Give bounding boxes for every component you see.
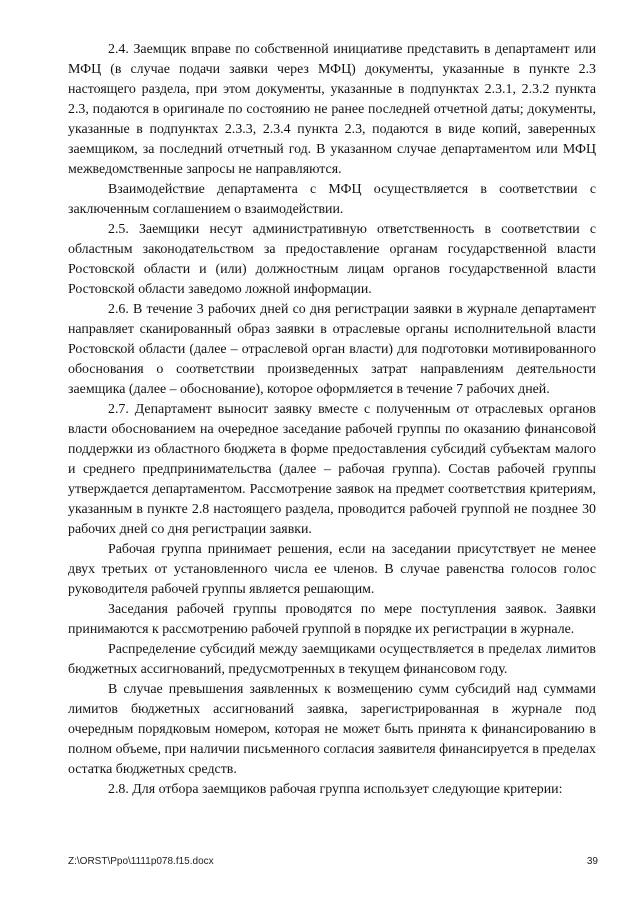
paragraph-2-4: 2.4. Заемщик вправе по собственной инициативе представить в департамент или МФЦ (в случае подачи заявки через МФЦ) документы, указанные в пункте 2.3 настоящего раздела, при этом документы, указанные в подпунктах 2.3.1, 2.3.2 пункта 2.3, подаются в оригинале по состоянию не ранее последней отчетной даты; документы, указанные в подпунктах 2.3.3, 2.3.4 пункта 2.3, подаются в виде копий, заверенных заемщиком, за последний отчетный год. В указанном случае департаментом или МФЦ межведомственные запросы не направляются. <box>68 42 596 177</box>
paragraph-limit-excess: В случае превышения заявленных к возмещению сумм субсидий над суммами лимитов бюджетных ассигнований заявка, зарегистрированная в журнале под очередным порядковым номером, которая не может быть принята к финансированию в полном объеме, при наличии письменного согласия заявителя финансируется в пределах остатка бюджетных средств. <box>68 682 596 777</box>
paragraph-mfc-interaction: Взаимодействие департамента с МФЦ осуществляется в соответствии с заключенным соглашением о взаимодействии. <box>68 182 596 217</box>
paragraph-2-5: 2.5. Заемщики несут административную ответственность в соответствии с областным законодательством за предоставление органам государственной власти Ростовской области и (или) должностным лицам органов государственной власти Ростовской области заведомо ложной информации. <box>68 222 596 297</box>
document-body <box>68 40 596 800</box>
paragraph-2-8: 2.8. Для отбора заемщиков рабочая группа использует следующие критерии: <box>108 782 563 797</box>
footer-file-path: Z:\ORST\Ppo\1111p078.f15.docx <box>68 856 214 867</box>
paragraph-2-7: 2.7. Департамент выносит заявку вместе с полученным от отраслевых органов власти обоснованием на очередное заседание рабочей группы по оказанию финансовой поддержки из областного бюджета в форме предоставления субсидий субъектам малого и среднего предпринимательства (далее – рабочая группа). Состав рабочей группы утверждается департаментом. Рассмотрение заявок на предмет соответствия критериям, указанным в пункте 2.8 настоящего раздела, проводится рабочей группой не позднее 30 рабочих дней со дня регистрации заявки. <box>68 402 596 537</box>
paragraph-subsidy-distribution: Распределение субсидий между заемщиками осуществляется в пределах лимитов бюджетных ассигнований, предусмотренных в текущем финансовом году. <box>68 642 596 677</box>
page-number: 39 <box>586 856 598 867</box>
paragraph-2-6: 2.6. В течение 3 рабочих дней со дня регистрации заявки в журнале департамент направляет сканированный образ заявки в отраслевые органы исполнительной власти Ростовской области (далее – отраслевой орган власти) для подготовки мотивированного обоснования о соответствии произведенных затрат направлениям деятельности заемщика (далее – обоснование), которое оформляется в течение 7 рабочих дней. <box>68 302 596 397</box>
paragraph-working-group-meetings: Заседания рабочей группы проводятся по мере поступления заявок. Заявки принимаются к рассмотрению рабочей группой в порядке их регистрации в журнале. <box>68 602 596 637</box>
paragraph-working-group-quorum: Рабочая группа принимает решения, если на заседании присутствует не менее двух третьих от установленного числа ее членов. В случае равенства голосов голос руководителя рабочей группы является решающим. <box>68 542 596 597</box>
